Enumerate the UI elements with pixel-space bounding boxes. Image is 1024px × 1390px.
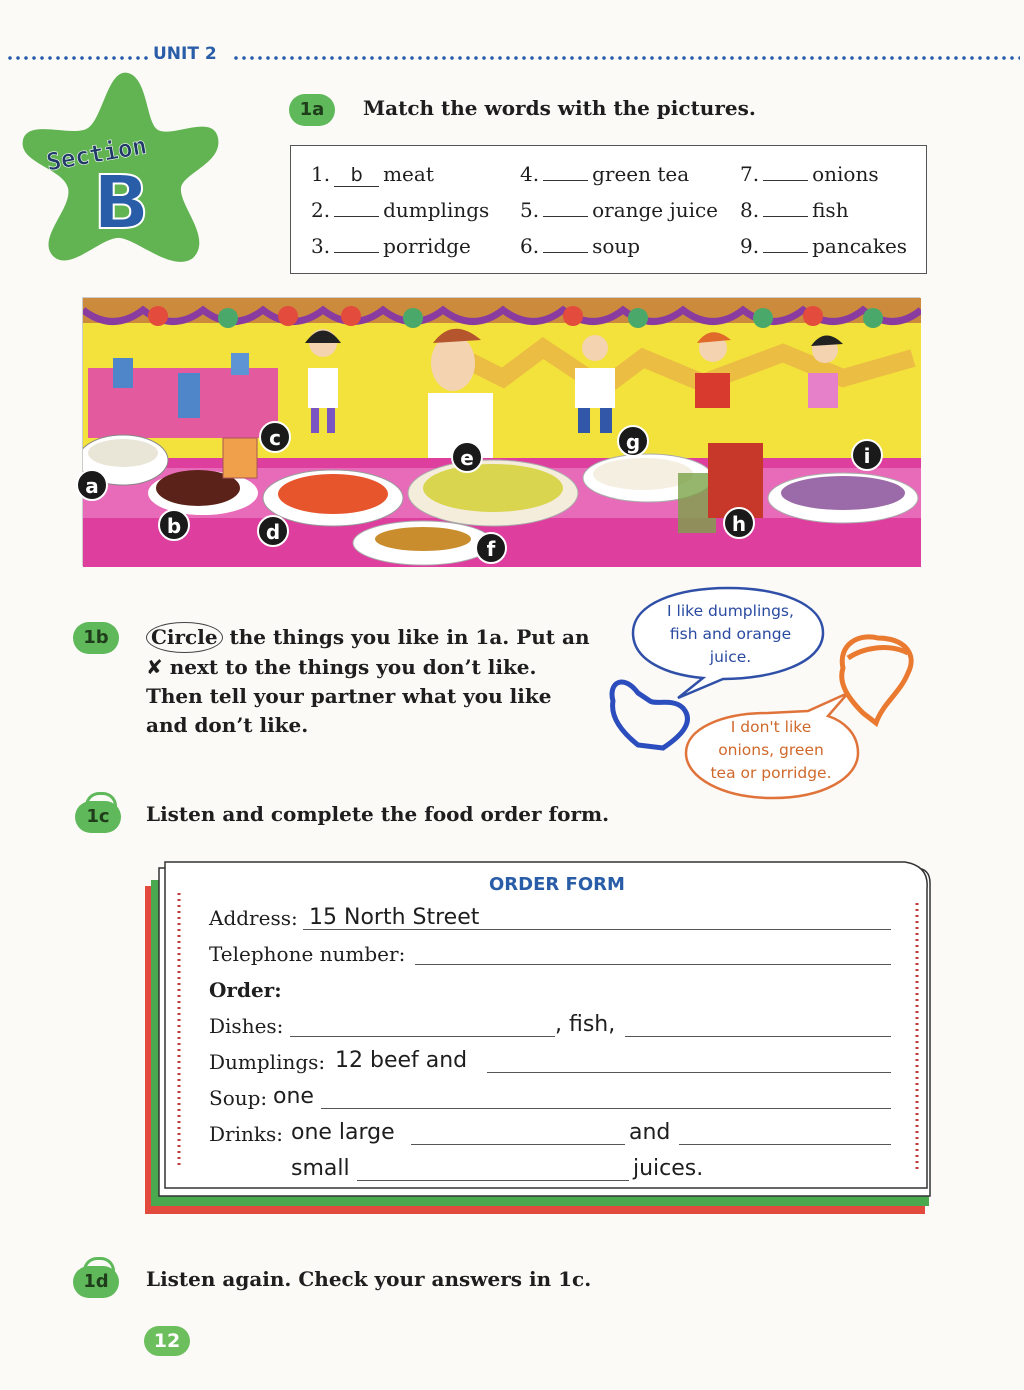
badge-1d: 1d [73,1266,119,1298]
order-label: Order: [209,978,282,1002]
instruction-1a: Match the words with the pictures. [363,96,756,120]
instruction-1d: Listen again. Check your answers in 1c. [146,1267,592,1291]
soup-label: Soup: [209,1086,268,1110]
match-item-3: 3. porridge [311,234,471,258]
address-value: 15 North Street [309,905,480,930]
dumplings-value: 12 beef and [335,1048,468,1073]
picture-label-i: i [851,439,883,471]
answer-blank-5[interactable] [543,216,588,217]
dumplings-line[interactable] [487,1072,891,1073]
answer-blank-4[interactable] [543,180,588,181]
section-star-badge [18,68,223,273]
dumplings-label: Dumplings: [209,1050,326,1074]
header-dotline-left [6,55,148,61]
section-letter: B [93,160,150,246]
answer-blank-8[interactable] [763,216,808,217]
dishes-line-1[interactable] [290,1036,555,1037]
match-item-2: 2. dumplings [311,198,490,222]
small-label: small [291,1156,350,1181]
instruction-1b: Circle the things you like in 1a. Put an ✘ next to the things you don’t like. Then tell your partner what you like and don’t like. [146,622,596,740]
answer-blank-3[interactable] [334,252,379,253]
answer-blank-1[interactable]: b [334,164,379,187]
answer-blank-7[interactable] [763,180,808,181]
picture-label-d: d [257,515,289,547]
unit-label: UNIT 2 [153,44,217,64]
bubble-dislike-text: I don't like onions, green tea or porridge. [710,718,832,782]
answer-blank-6[interactable] [543,252,588,253]
bubble-like-text: I like dumplings, fish and orange juice. [667,602,794,666]
drinks-line-2[interactable] [679,1144,891,1145]
dishes-line-2[interactable] [625,1036,891,1037]
match-item-1: 1. b meat [311,162,434,186]
soup-value: one [273,1084,314,1109]
badge-1a: 1a [289,94,335,126]
drinks-value: one large [291,1120,395,1145]
match-item-7: 7. onions [740,162,879,186]
instruction-1c: Listen and complete the food order form. [146,802,610,826]
picture-label-e: e [451,441,483,473]
picture-label-h: h [723,507,755,539]
address-line[interactable] [303,929,891,930]
picture-label-f: f [475,532,507,564]
match-item-9: 9. pancakes [740,234,908,258]
circle-word: Circle [146,622,223,653]
party-food-illustration [82,297,920,566]
address-label: Address: [209,906,298,930]
dishes-mid-text: , fish, [555,1012,616,1037]
drinks-line-1[interactable] [411,1144,625,1145]
section-word: Section [44,131,149,177]
picture-label-a: a [76,469,108,501]
picture-label-g: g [617,425,649,457]
match-item-8: 8. fish [740,198,849,222]
picture-label-b: b [158,509,190,541]
badge-1b: 1b [73,622,119,654]
small-line[interactable] [357,1180,629,1181]
order-form [145,858,935,1218]
telephone-label: Telephone number: [209,942,406,966]
match-box [290,145,927,274]
soup-line[interactable] [321,1108,891,1109]
dishes-label: Dishes: [209,1014,284,1038]
answer-blank-9[interactable] [763,252,808,253]
answer-blank-2[interactable] [334,216,379,217]
order-form-title: ORDER FORM [489,874,625,895]
match-item-4: 4. green tea [520,162,690,186]
header-dotline-right [232,55,1020,61]
match-item-5: 5. orange juice [520,198,719,222]
page-number: 12 [144,1326,190,1356]
picture-label-c: c [259,421,291,453]
match-item-6: 6. soup [520,234,641,258]
cross-mark: ✘ [146,655,163,679]
badge-1c: 1c [75,801,121,833]
drinks-and: and [629,1120,671,1145]
telephone-line[interactable] [415,964,891,965]
drinks-label: Drinks: [209,1122,283,1146]
juices-label: juices. [633,1156,704,1181]
